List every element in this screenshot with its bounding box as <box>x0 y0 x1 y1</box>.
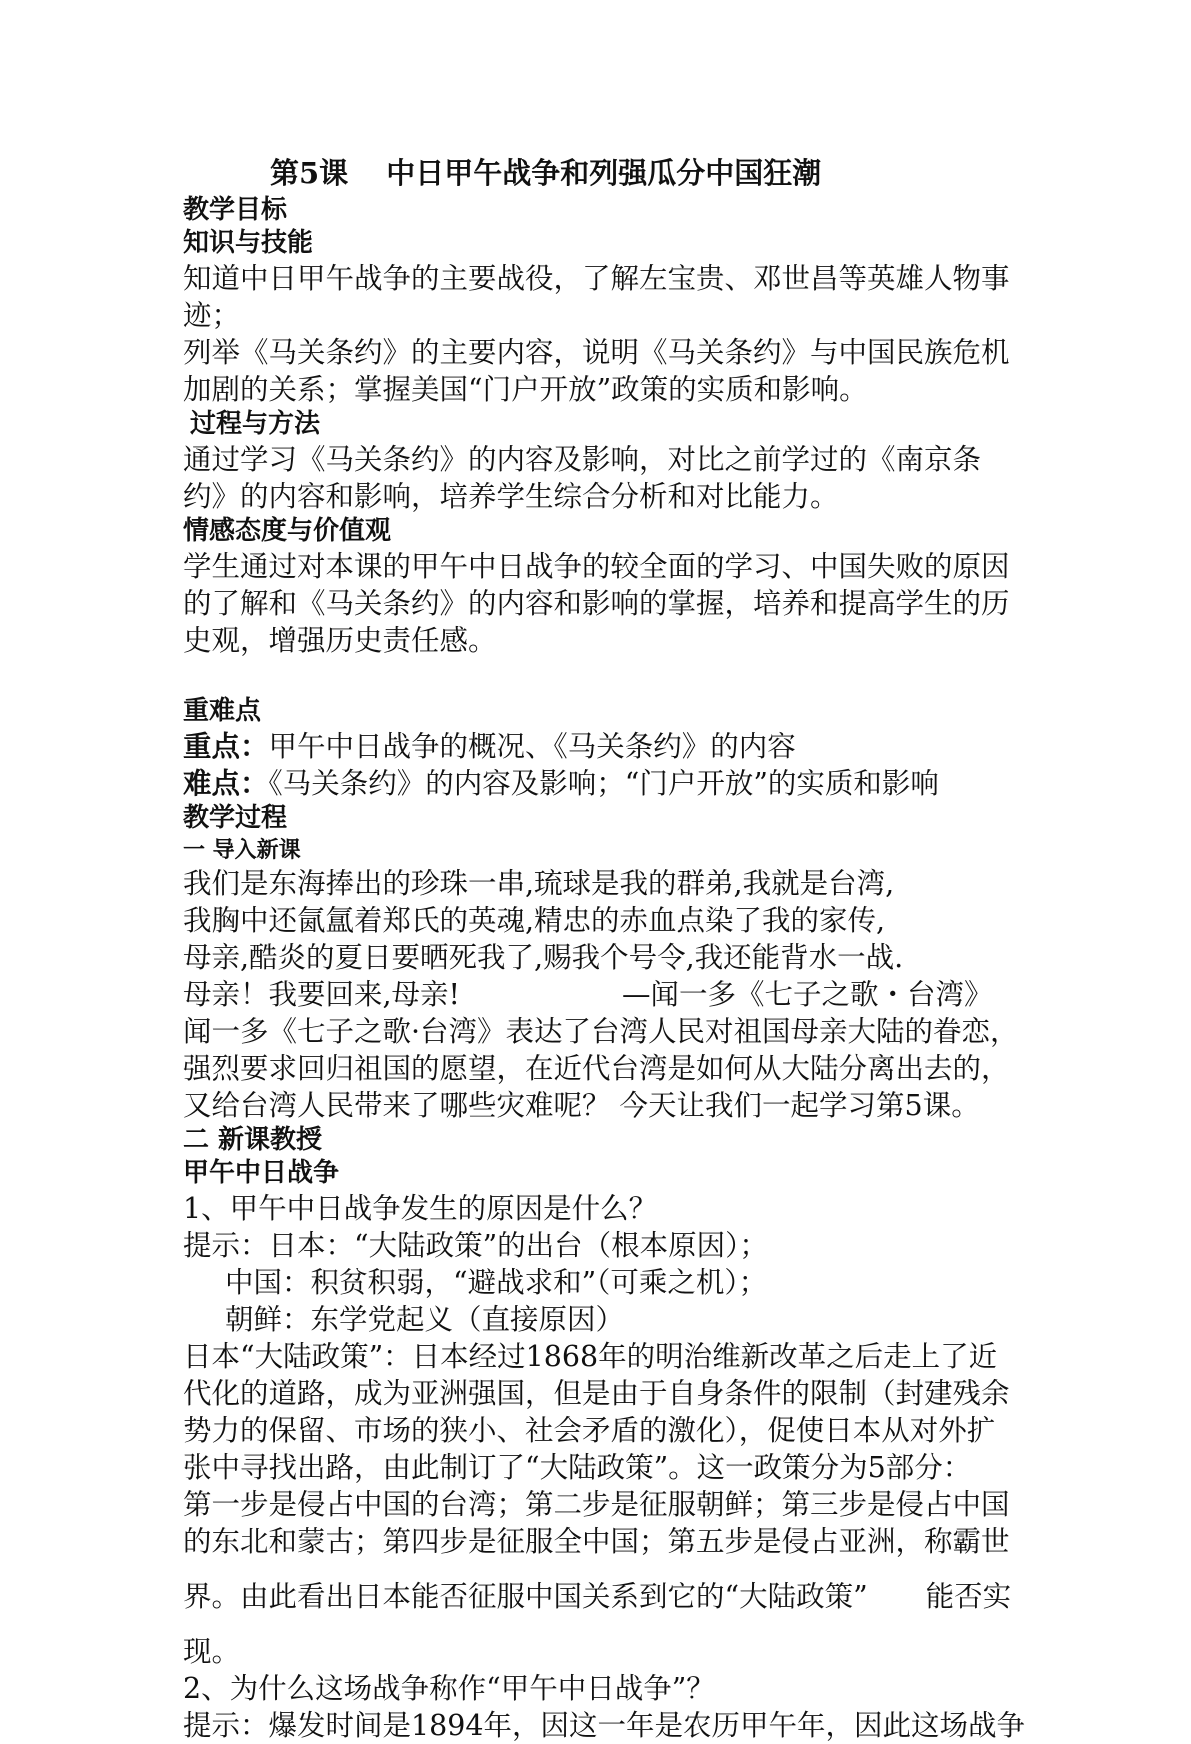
heading-knowledge-skills: 知识与技能 <box>183 228 314 258</box>
question-1: 1、甲午中日战争发生的原因是什么？ <box>183 1192 658 1225</box>
hint-1-china: 中国：积贫积弱，“避战求和”（可乘之机）； <box>225 1266 768 1299</box>
heading-emotion-values: 情感态度与价值观 <box>183 516 392 546</box>
paragraph-line: 张中寻找出路，由此制订了“大陆政策”。这一政策分为5部分： <box>183 1451 972 1484</box>
paragraph-line: 迹； <box>183 299 241 332</box>
difficult-point-line <box>183 765 1023 802</box>
hint-1-korea: 朝鲜：东学党起义（直接原因） <box>225 1303 625 1336</box>
question-2: 2、为什么这场战争称作“甲午中日战争”？ <box>183 1672 715 1705</box>
poem-line: 我胸中还氤氲着郑氏的英魂,精忠的赤血点染了我的家传, <box>183 904 886 937</box>
paragraph-line: 通过学习《马关条约》的内容及影响，对比之前学过的《南京条 <box>183 443 982 476</box>
paragraph-line: 强烈要求回归祖国的愿望，在近代台湾是如何从大陆分离出去的， <box>183 1052 1010 1085</box>
document-page <box>183 152 1026 1744</box>
paragraph-line: 闻一多《七子之歌·台湾》表达了台湾人民对祖国母亲大陆的眷恋， <box>183 1015 1019 1048</box>
paragraph-line: 加剧的关系；掌握美国“门户开放”政策的实质和影响。 <box>183 373 868 406</box>
heading-teaching-process: 教学过程 <box>183 803 288 833</box>
heading-intro: 一 导入新课 <box>183 837 301 863</box>
paragraph-line: 代化的道路，成为亚洲强国，但是由于自身条件的限制（封建残余 <box>183 1377 1010 1410</box>
heading-teaching-goals: 教学目标 <box>183 195 288 225</box>
paragraph-line <box>183 1578 1023 1615</box>
paragraph-line: 史观，增强历史责任感。 <box>183 624 497 657</box>
poem-last: 母亲！我要回来,母亲! <box>183 978 461 1011</box>
paragraph-line: 日本“大陆政策”：日本经过1868年的明治维新改革之后走上了近 <box>183 1340 998 1373</box>
lesson-title <box>270 152 1023 194</box>
lesson-name: 中日甲午战争和列强瓜分中国狂潮 <box>386 156 822 190</box>
difficult-label: 难点： <box>183 766 269 800</box>
heading-new-lesson: 二 新课教授 <box>183 1125 323 1155</box>
hint-1-japan: 提示：日本：“大陆政策”的出台（根本原因）； <box>183 1229 768 1262</box>
poem-line: 我们是东海捧出的珍珠一串,琉球是我的群弟,我就是台湾, <box>183 867 895 900</box>
paragraph-line: 的东北和蒙古；第四步是征服全中国；第五步是侵占亚洲，称霸世 <box>183 1525 1010 1558</box>
paragraph-line: 知道中日甲午战争的主要战役，了解左宝贵、邓世昌等英雄人物事 <box>183 262 1010 295</box>
poem-line: 母亲,酷炎的夏日要晒死我了,赐我个号令,我还能背水一战. <box>183 941 904 974</box>
heading-key-difficult: 重难点 <box>183 696 262 726</box>
heading-sino-japanese-war: 甲午中日战争 <box>183 1158 340 1188</box>
poem-last-line <box>183 976 1023 1013</box>
paragraph-line: 第一步是侵占中国的台湾；第二步是征服朝鲜；第三步是侵占中国 <box>183 1488 1010 1521</box>
key-label: 重点： <box>183 729 269 763</box>
key-text: 甲午中日战争的概况、《马关条约》的内容 <box>268 730 796 763</box>
difficult-text: 《马关条约》的内容及影响；“门户开放”的实质和影响 <box>268 767 939 800</box>
paragraph-line: 约》的内容和影响，培养学生综合分析和对比能力。 <box>183 480 839 513</box>
paragraph-line: 的了解和《马关条约》的内容和影响的掌握，培养和提高学生的历 <box>183 587 1010 620</box>
paragraph-line: 列举《马关条约》的主要内容，说明《马关条约》与中国民族危机 <box>183 336 1010 369</box>
heading-process-method: 过程与方法 <box>190 409 321 439</box>
paragraph-line: 势力的保留、市场的狭小、社会矛盾的激化），促使日本从对外扩 <box>183 1414 996 1447</box>
paragraph-line: 学生通过对本课的甲午中日战争的较全面的学习、中国失败的原因 <box>183 550 1010 583</box>
poem-source: —闻一多《七子之歌・台湾》 <box>622 978 993 1011</box>
policy-tail-a: 界。由此看出日本能否征服中国关系到它的“大陆政策” <box>183 1580 868 1613</box>
paragraph-line: 又给台湾人民带来了哪些灾难呢？ 今天让我们一起学习第5课。 <box>183 1089 980 1122</box>
key-point-line <box>183 728 1023 765</box>
paragraph-line: 现。 <box>183 1635 241 1668</box>
policy-tail-b: 能否实 <box>925 1580 1012 1613</box>
hint-2: 提示：爆发时间是1894年，因这一年是农历甲午年，因此这场战争 <box>183 1709 1026 1742</box>
lesson-number: 第5课 <box>270 156 349 190</box>
